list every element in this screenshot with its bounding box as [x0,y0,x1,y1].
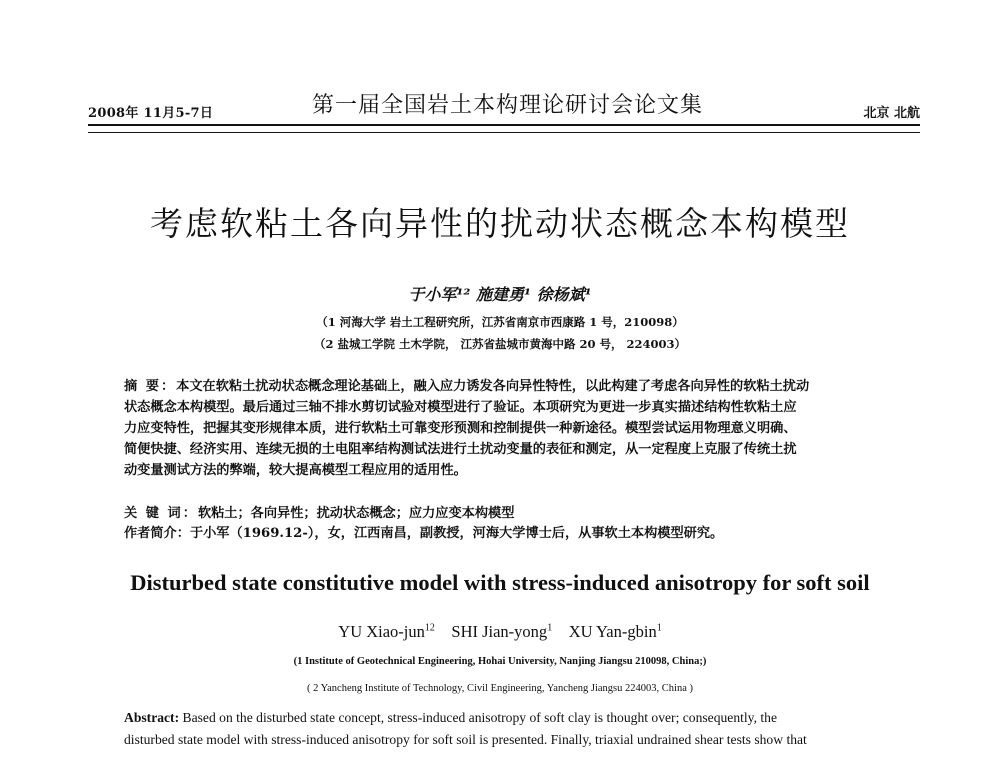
chinese-abstract-line: 力应变特性，把握其变形规律本质，进行软粘土可靠变形预测和控制提供一种新途径。模型尝试运用物理意义明确、 [124,421,797,436]
header-rule-thick [88,124,920,126]
author-name: XU Yan-gbin [568,622,657,641]
author-name: YU Xiao-jun [338,622,425,641]
chinese-affiliation-2: （2 盐城工学院 土木学院， 江苏省盐城市黄海中路 20 号， 224003） [313,337,687,351]
header-date: 2008年 11月5-7日 [88,106,214,121]
header-location: 北京 北航 [863,106,920,121]
english-abstract-label: Abstract: [124,710,180,725]
bio-label: 作者简介： [124,526,190,541]
header-rule-thin [88,132,920,133]
chinese-title: 考虑软粘土各向异性的扰动状态概念本构模型 [150,204,850,243]
author-bio [124,522,723,541]
keywords-text: 软粘土；各向异性；扰动状态概念；应力应变本构模型 [197,506,515,521]
english-affiliation-2: ( 2 Yancheng Institute of Technology, Civil Engineering, Yancheng Jiangsu 224003, China ) [307,683,693,694]
keywords-label: 关 键 词： [124,506,198,521]
english-abstract-line: Abstract: Based on the disturbed state concept, stress-induced anisotropy of soft clay is thought over; consequently, the [124,710,777,725]
chinese-abstract [124,376,902,481]
bio-text: 于小军（1969.12-），女，江西南昌，副教授，河海大学博士后，从事软土本构模型研究。 [189,526,724,541]
chinese-authors: 于小军¹² 施建勇¹ 徐杨斌¹ [408,285,592,304]
chinese-affiliation-1: （1 河海大学 岩土工程研究所，江苏省南京市西康路 1 号，210098） [316,315,684,329]
proceedings-title: 第一届全国岩土本构理论研讨会论文集 [312,93,704,118]
chinese-abstract-line: 状态概念本构模型。最后通过三轴不排水剪切试验对模型进行了验证。本项研究为更进一步真实描述结构性软粘土应 [124,400,797,415]
abstract-label: 摘 要： [124,379,177,394]
chinese-keywords [124,502,514,521]
chinese-abstract-line: 简便快捷、经济实用、连续无损的土电阻率结构测试法进行土扰动变量的表征和测定，从一定程度上克服了传统土扰 [124,442,797,457]
author-name: SHI Jian-yong [451,622,548,641]
english-affiliation-1: (1 Institute of Geotechnical Engineering, Hohai University, Nanjing Jiangsu 210098, China;) [293,656,707,667]
english-abstract [124,707,902,751]
author-affiliation-mark: 12 [424,622,435,634]
english-authors [0,622,1000,642]
english-title: Disturbed state constitutive model with stress-induced anisotropy for soft soil [130,570,870,595]
author-affiliation-mark: 1 [547,622,553,634]
chinese-abstract-line: 摘 要：本文在软粘土扰动状态概念理论基础上，融入应力诱发各向异性特性，以此构建了考虑各向异性的软粘土扰动 [124,379,810,394]
english-abstract-line: disturbed state model with stress-induced anisotropy for soft soil is presented. Finally, triaxial undrained shear tests show that [124,732,807,747]
chinese-abstract-line: 动变量测试方法的弊端，较大提高模型工程应用的适用性。 [124,463,467,478]
author-affiliation-mark: 1 [656,622,662,634]
